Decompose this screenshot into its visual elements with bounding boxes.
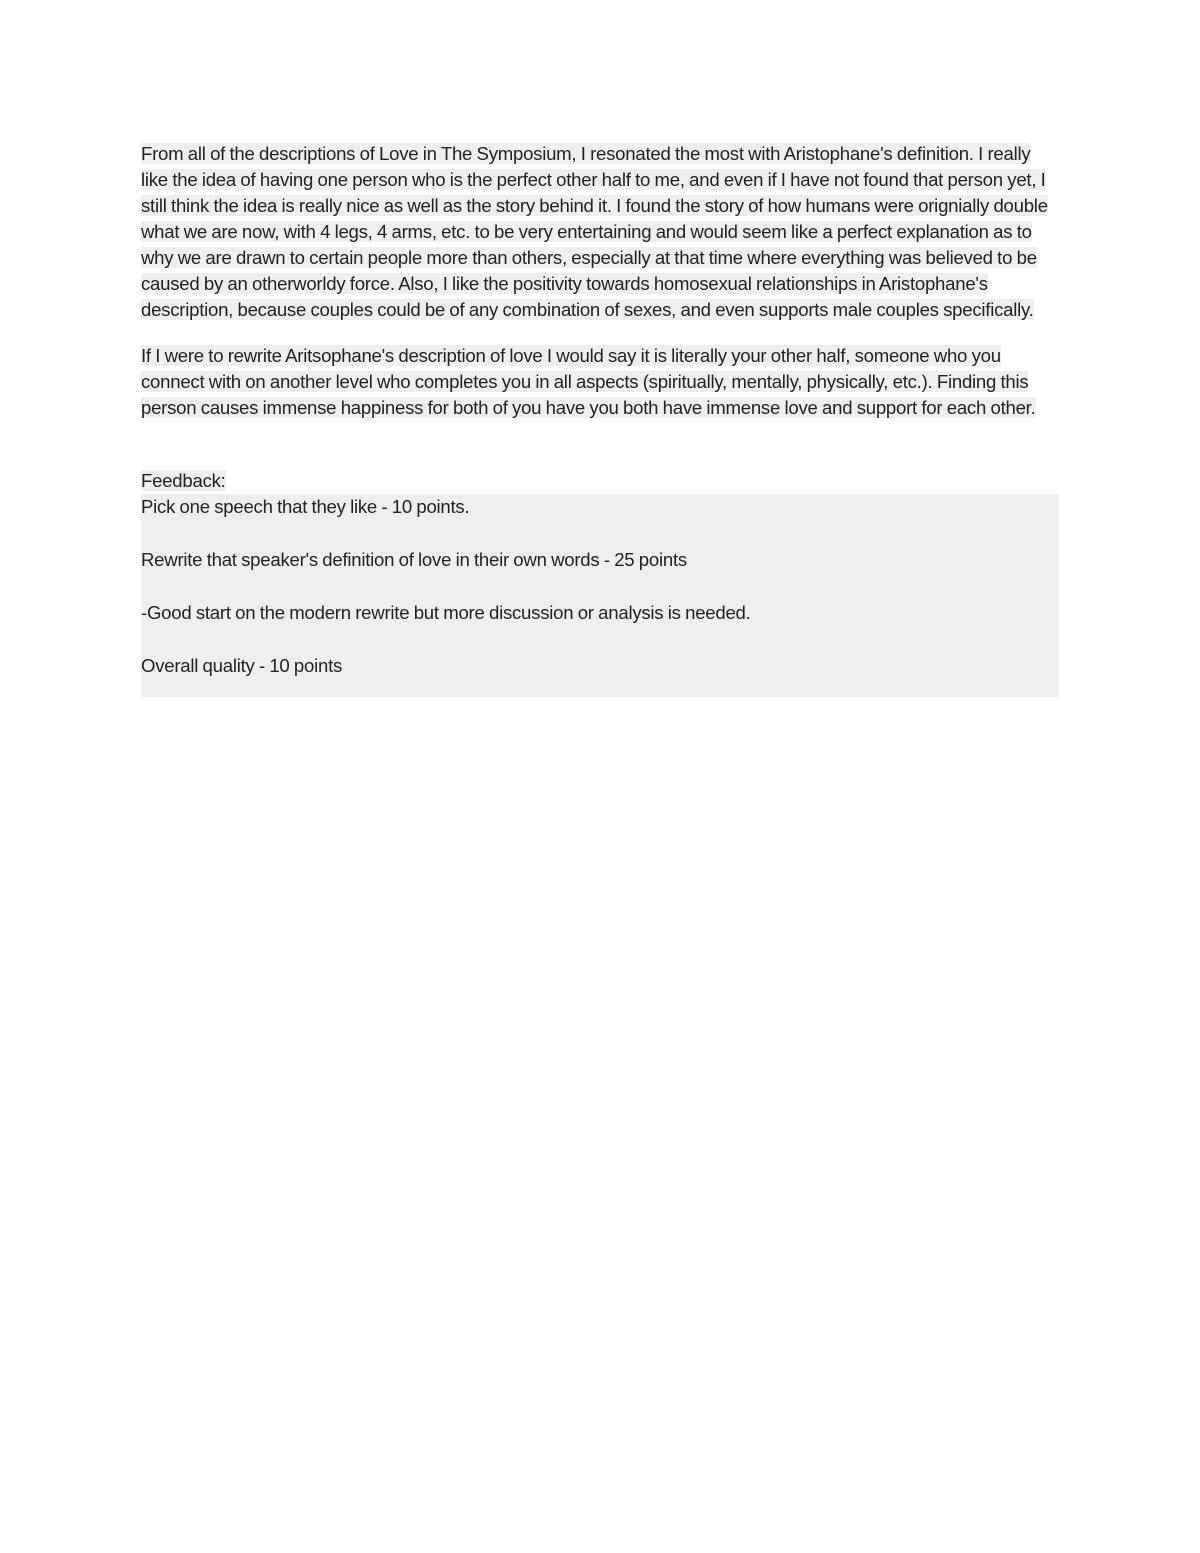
feedback-box (141, 494, 1059, 697)
feedback-heading-text: Feedback: (141, 470, 226, 491)
essay-paragraph-2-text: If I were to rewrite Aritsophane's description of love I would say it is literally your other half, someone who you connect with on another level who completes you in all aspects (spiritually, mentally, physically, etc.). Finding this person causes immense happiness for both of you have you both have immense love and support for each other. (141, 345, 1036, 418)
feedback-line-rewrite: Rewrite that speaker's definition of love in their own words - 25 points (141, 549, 687, 570)
feedback-spacer (141, 573, 1059, 600)
feedback-line-overall-quality: Overall quality - 10 points (141, 655, 343, 676)
document-page (141, 141, 1059, 697)
essay-paragraph-1-text: From all of the descriptions of Love in The Symposium, I resonated the most with Aristophane's definition. I really like the idea of having one person who is the perfect other half to me, and even if I have not found that person yet, I still think the idea is really nice as well as the story behind it. I found the story of how humans were orignially double what we are now, with 4 legs, 4 arms, etc. to be very entertaining and would seem like a perfect explanation as to why we are drawn to certain people more than others, especially at that time where everything was believed to be caused by an otherworldy force. Also, I like the positivity towards homosexual relationships in Aristophane's description, because couples could be of any combination of sexes, and even supports male couples specifically. (141, 143, 1048, 320)
feedback-spacer (141, 520, 1059, 547)
feedback-heading (141, 468, 1059, 494)
essay-paragraph-2 (141, 343, 1059, 421)
feedback-line-speech-choice: Pick one speech that they like - 10 points. (141, 496, 470, 517)
essay-paragraph-1 (141, 141, 1059, 323)
feedback-spacer (141, 626, 1059, 653)
feedback-line-comment: -Good start on the modern rewrite but more discussion or analysis is needed. (141, 602, 751, 623)
